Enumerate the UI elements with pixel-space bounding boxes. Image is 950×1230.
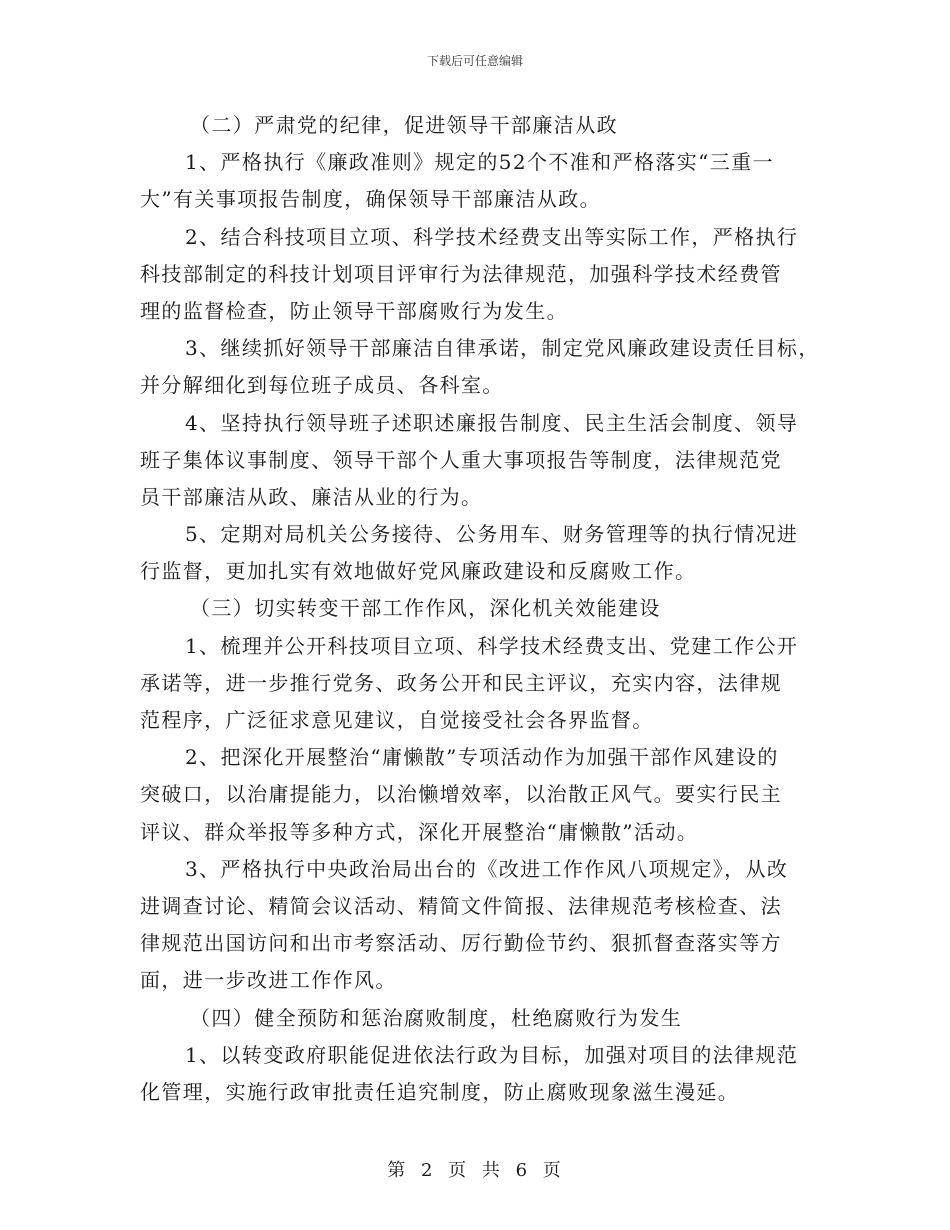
paragraph-line: 1、梳理并公开科技项目立项、科学技术经费支出、党建工作公开: [185, 633, 799, 658]
page-header-note: 下载后可任意编辑: [426, 54, 523, 68]
paragraph-line: 1、严格执行《廉政准则》规定的52个不准和严格落实“三重一: [185, 150, 774, 175]
footer-current-page: 2: [420, 1160, 435, 1181]
paragraph-line: 3、继续抓好领导干部廉洁自律承诺，制定党风廉政建设责任目标，: [185, 336, 820, 361]
footer-ye: 页: [448, 1160, 469, 1181]
section-heading-3: （三）切实转变干部工作作风，深化机关效能建设: [190, 596, 661, 621]
paragraph-line: 并分解细化到每位班子成员、各科室。: [140, 373, 504, 398]
paragraph-line: 2、把深化开展整治“庸懒散”专项活动作为加强干部作风建设的: [185, 745, 779, 770]
paragraph-line: 大”有关事项报告制度，确保领导干部廉洁从政。: [140, 187, 602, 212]
paragraph-line: 2、结合科技项目立项、科学技术经费支出等实际工作，严格执行: [185, 224, 799, 249]
paragraph-line: 承诺等，进一步推行党务、政务公开和民主评议，充实内容，法律规: [140, 670, 782, 695]
footer-gong: 共: [481, 1160, 502, 1181]
paragraph-line: 进调查讨论、精简会议活动、精简文件简报、法律规范考核检查、法: [140, 893, 782, 918]
paragraph-line: 科技部制定的科技计划项目评审行为法律规范，加强科学技术经费管: [140, 261, 782, 286]
paragraph-line: 范程序，广泛征求意见建议，自觉接受社会各界监督。: [140, 708, 654, 732]
paragraph-line: 5、定期对局机关公务接待、公务用车、财务管理等的执行情况进: [185, 522, 799, 547]
paragraph-line: 突破口，以治庸提能力，以治懒增效率，以治散正风气。要实行民主: [140, 782, 782, 807]
paragraph-line: 律规范出国访问和出市考察活动、厉行勤俭节约、狠抓督查落实等方: [140, 931, 782, 956]
paragraph-line: 班子集体议事制度、领导干部个人重大事项报告等制度，法律规范党: [140, 447, 782, 472]
paragraph-line: 评议、群众举报等多种方式，深化开展整治“庸懒散”活动。: [140, 819, 699, 844]
section-heading-4: （四）健全预防和惩治腐败制度，杜绝腐败行为发生: [190, 1005, 683, 1030]
paragraph-line: 面，进一步改进工作作风。: [140, 968, 397, 993]
paragraph-line: 化管理，实施行政审批责任追究制度，防止腐败现象滋生漫延。: [140, 1079, 740, 1104]
paragraph-line: 4、坚持执行领导班子述职述廉报告制度、民主生活会制度、领导: [185, 410, 799, 435]
paragraph-line: 1、以转变政府职能促进依法行政为目标，加强对项目的法律规范: [185, 1042, 799, 1067]
section-heading-2: （二）严肃党的纪律，促进领导干部廉洁从政: [190, 113, 618, 137]
footer-di: 第: [387, 1160, 408, 1181]
paragraph-line: 理的监督检查，防止领导干部腐败行为发生。: [140, 298, 568, 323]
paragraph-line: 员干部廉洁从政、廉洁从业的行为。: [140, 484, 483, 509]
footer-ye2: 页: [542, 1160, 563, 1181]
paragraph-line: 3、严格执行中央政治局出台的《改进工作作风八项规定》，从改: [185, 856, 789, 881]
page-number: [0, 1156, 950, 1182]
document-body: [140, 107, 820, 1111]
paragraph-line: 行监督，更加扎实有效地做好党风廉政建设和反腐败工作。: [140, 559, 697, 584]
footer-total-pages: 6: [515, 1160, 530, 1181]
